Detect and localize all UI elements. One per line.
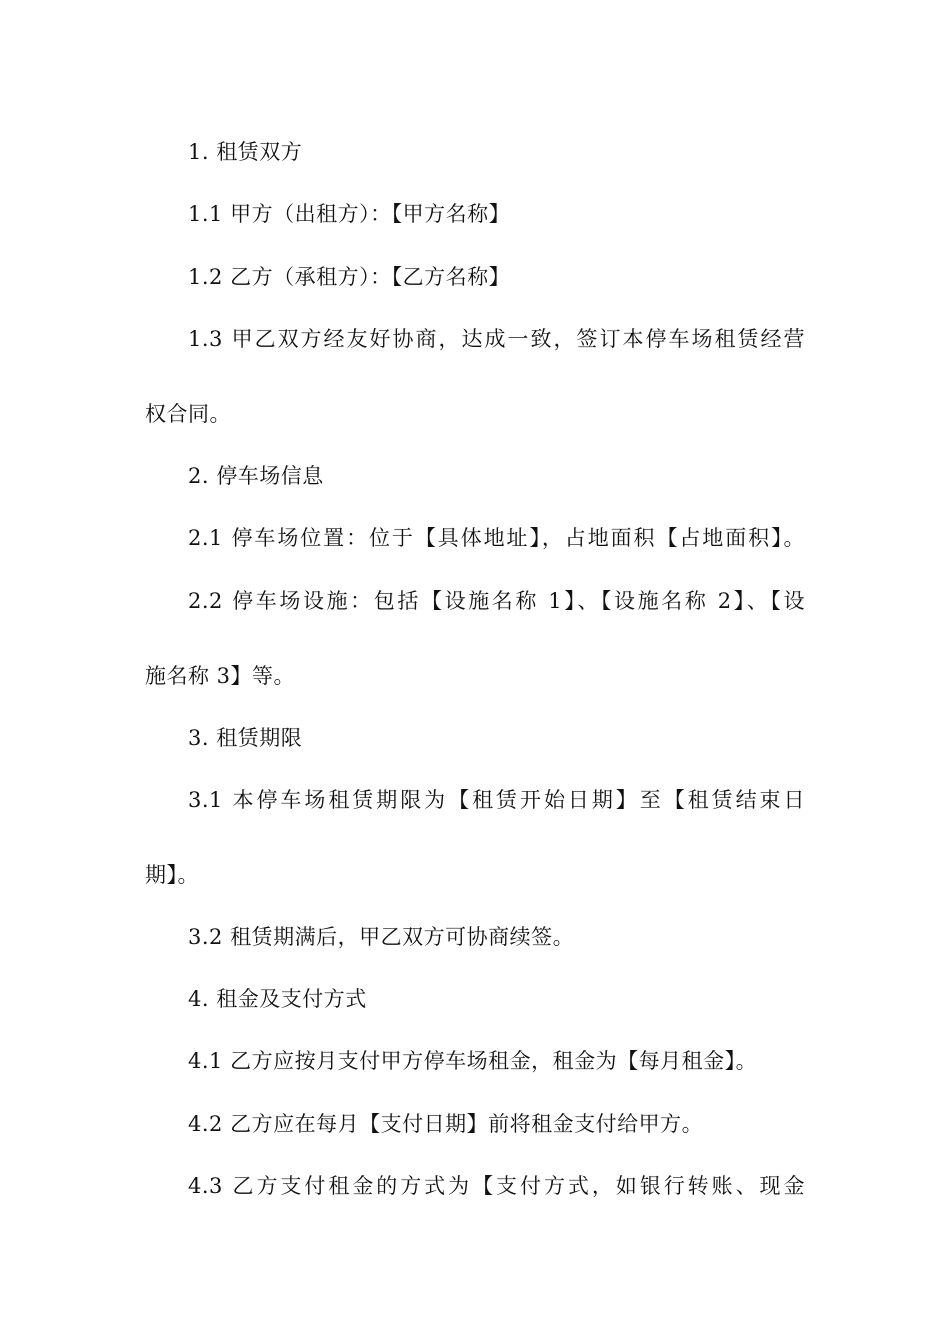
section-heading-lease-term: 3. 租赁期限 — [188, 726, 303, 750]
clause-3-2: 3.2 租赁期满后，甲乙双方可协商续签。 — [188, 925, 575, 949]
clause-3-1-line-1: 3.1 本停车场租赁期限为【租赁开始日期】至【租赁结束日 — [188, 788, 805, 812]
clause-4-2: 4.2 乙方应在每月【支付日期】前将租金支付给甲方。 — [188, 1112, 704, 1136]
clause-1-3-line-2: 权合同。 — [145, 402, 231, 426]
clause-4-1: 4.1 乙方应按月支付甲方停车场租金，租金为【每月租金】。 — [188, 1049, 758, 1073]
section-heading-parking-info: 2. 停车场信息 — [188, 464, 324, 488]
section-heading-parties: 1. 租赁双方 — [188, 140, 303, 164]
clause-2-1: 2.1 停车场位置：位于【具体地址】，占地面积【占地面积】。 — [188, 526, 805, 550]
clause-2-2-line-1: 2.2 停车场设施：包括【设施名称 1】、【设施名称 2】、【设 — [188, 589, 805, 613]
clause-1-3-line-1: 1.3 甲乙双方经友好协商，达成一致，签订本停车场租赁经营 — [188, 327, 805, 351]
clause-3-1-line-2: 期】。 — [145, 863, 199, 887]
section-heading-rent-payment: 4. 租金及支付方式 — [188, 987, 367, 1011]
clause-4-3-line-1: 4.3 乙方支付租金的方式为【支付方式，如银行转账、现金 — [188, 1174, 805, 1198]
clause-1-1: 1.1 甲方（出租方）：【甲方名称】 — [188, 202, 511, 226]
clause-1-2: 1.2 乙方（承租方）：【乙方名称】 — [188, 265, 511, 289]
clause-2-2-line-2: 施名称 3】等。 — [145, 664, 296, 688]
